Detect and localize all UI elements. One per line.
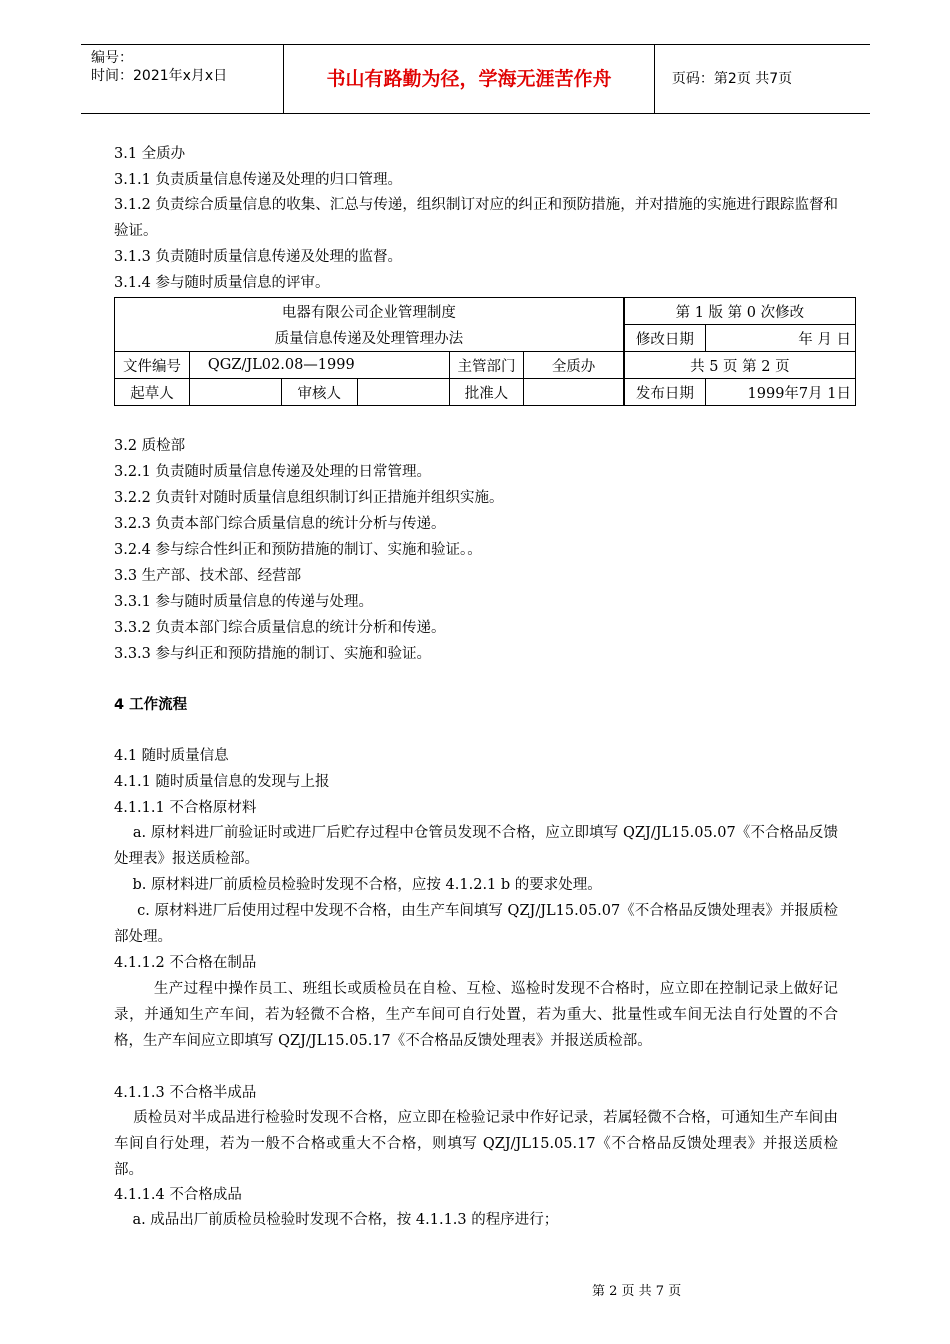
doc-title: 质量信息传递及处理管理办法 [115,325,624,352]
item-3-1-1: 3.1.1 负责质量信息传递及处理的归口管理。 [114,172,403,188]
header-page-info-text: 页码：第2页 共7页 [671,71,793,87]
reviewer-value [357,379,449,406]
para-4-1-1-2: 生产过程中操作员工、班组长或质检员在自检、互检、巡检时发现不合格时，应立即在控制记录上做好记录，并通知生产车间，若为轻微不合格，生产车间可自行处置，若为重大、批量性或车间无法自行处置的不合格，生产车间应立即填写 QZJ/JL15.05.17《不合格品反馈处理表》并报送质检部。 [114,981,839,1049]
heading-4-1: 4.1 随时质量信息 [114,748,229,764]
item-3-2-3: 3.2.3 负责本部门综合质量信息的统计分析与传递。 [114,516,446,532]
para-4-1-1-3: 质检员对半成品进行检验时发现不合格，应立即在检验记录中作好记录，若属轻微不合格，可通知生产车间由车间自行处理，若为一般不合格或重大不合格，则填写 QZJ/JL15.05.17《不合格品反馈处理表》并报送质检部。 [114,1110,838,1178]
header-time-label: 时间：2021年x月x日 [91,68,228,84]
heading-4: 4 工作流程 [114,697,188,713]
header-number-label: 编号： [91,50,133,66]
item-3-1-4: 3.1.4 参与随时质量信息的评审。 [114,275,330,291]
item-3-2-2: 3.2.2 负责针对随时质量信息组织制订纠正措施并组织实施。 [114,490,504,506]
document-header [81,44,870,114]
header-page-info [663,45,870,113]
heading-4-1-1: 4.1.1 随时质量信息的发现与上报 [114,774,330,790]
drafter-label: 起草人 [115,379,190,406]
page-footer: 第 2 页 共 7 页 [592,1284,682,1299]
edition-info: 第 1 版 第 0 次修改 [624,298,856,325]
dept-value: 全质办 [524,352,624,379]
para-4-1-1-4-a: a. 成品出厂前质检员检验时发现不合格，按 4.1.1.3 的程序进行； [114,1212,559,1228]
document-control-table [114,297,856,406]
item-3-3-3: 3.3.3 参与纠正和预防措施的制订、实施和验证。 [114,646,432,662]
para-4-1-1-1-b: b. 原材料进厂前质检员检验时发现不合格，应按 4.1.2.1 b 的要求处理。 [114,877,602,893]
approver-label: 批准人 [449,379,524,406]
item-3-2-1: 3.2.1 负责随时质量信息传递及处理的日常管理。 [114,464,432,480]
drafter-value [189,379,281,406]
heading-4-1-1-2: 4.1.1.2 不合格在制品 [114,955,257,971]
company-title: 电器有限公司企业管理制度 [115,298,624,325]
para-4-1-1-1-a: a. 原材料进厂前验证时或进厂后贮存过程中仓管员发现不合格，应立即填写 QZJ/JL15.05.07《不合格品反馈处理表》报送质检部。 [114,825,838,867]
heading-3-2: 3.2 质检部 [114,438,186,454]
heading-3-1: 3.1 全质办 [114,146,186,162]
page-count: 共 5 页 第 2 页 [624,352,856,379]
heading-3-3: 3.3 生产部、技术部、经营部 [114,568,302,584]
item-3-3-1: 3.3.1 参与随时质量信息的传递与处理。 [114,594,374,610]
header-meta [81,45,281,113]
revise-date-label: 修改日期 [624,325,706,352]
para-4-1-1-1-c: c. 原材料进厂后使用过程中发现不合格，由生产车间填写 QZJ/JL15.05.07《不合格品反馈处理表》并报质检部处理。 [114,903,838,945]
issue-date-label: 发布日期 [624,379,706,406]
approver-value [524,379,624,406]
heading-4-1-1-4: 4.1.1.4 不合格成品 [114,1187,242,1203]
item-3-3-2: 3.3.2 负责本部门综合质量信息的统计分析和传递。 [114,620,446,636]
issue-date-value: 1999年7月 1日 [706,379,856,406]
item-3-1-3: 3.1.3 负责随时质量信息传递及处理的监督。 [114,249,403,265]
reviewer-label: 审核人 [281,379,357,406]
revise-date-value: 年 月 日 [706,325,856,352]
heading-4-1-1-1: 4.1.1.1 不合格原材料 [114,800,257,816]
header-motto: 书山有路勤为径，学海无涯苦作舟 [283,45,655,113]
heading-4-1-1-3: 4.1.1.3 不合格半成品 [114,1085,257,1101]
item-3-1-2: 3.1.2 负责综合质量信息的收集、汇总与传递，组织制订对应的纠正和预防措施，并对措施的实施进行跟踪监督和验证。 [114,197,838,239]
item-3-2-4: 3.2.4 参与综合性纠正和预防措施的制订、实施和验证。。 [114,542,482,558]
file-no-label: 文件编号 [115,352,190,379]
dept-label: 主管部门 [449,352,524,379]
file-no-value: QGZ/JL02.08—1999 [189,352,449,379]
